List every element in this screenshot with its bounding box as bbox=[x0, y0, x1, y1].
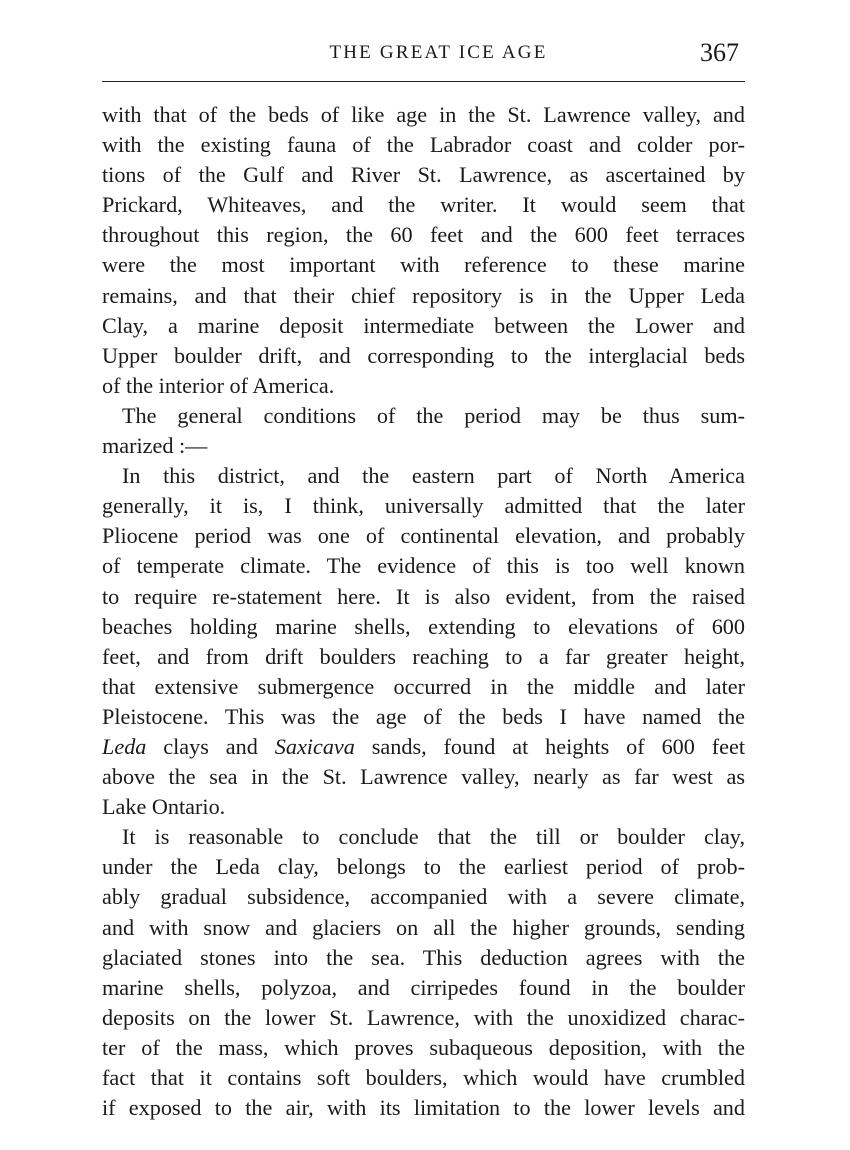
text-line: of temperate climate. The evidence of this is too well known bbox=[102, 553, 745, 579]
text-line: that extensive submergence occurred in the middle and later bbox=[102, 673, 745, 699]
text-line: were the most important with reference to these marine bbox=[102, 252, 745, 278]
text-line: It is reasonable to conclude that the till or boulder clay, bbox=[122, 824, 745, 850]
text-line: Pleistocene. This was the age of the beds I have named the bbox=[102, 703, 745, 729]
text-line: if exposed to the air, with its limitation to the lower levels and bbox=[102, 1095, 745, 1121]
text-line: Prickard, Whiteaves, and the writer. It would seem that bbox=[102, 192, 745, 218]
text-line: and with snow and glaciers on all the higher grounds, sending bbox=[102, 914, 745, 940]
text-line: Lake Ontario. bbox=[102, 794, 226, 820]
text-line: The general conditions of the period may be thus sum- bbox=[122, 402, 745, 428]
text-line: with that of the beds of like age in the St. Lawrence valley, and bbox=[102, 102, 745, 127]
text-line bbox=[102, 732, 745, 762]
text-line: In this district, and the eastern part of North America bbox=[122, 463, 745, 489]
text-line: beaches holding marine shells, extending to elevations of 600 bbox=[102, 613, 745, 639]
text-line: Upper boulder drift, and corresponding to the interglacial beds bbox=[102, 342, 745, 368]
text-fragment: clays and bbox=[146, 733, 275, 759]
text-line: ably gradual subsidence, accompanied with a severe climate, bbox=[102, 884, 745, 910]
running-title: THE GREAT ICE AGE bbox=[329, 42, 548, 63]
text-line: under the Leda clay, belongs to the earliest period of prob- bbox=[102, 854, 745, 880]
text-line: above the sea in the St. Lawrence valley, nearly as far west as bbox=[102, 764, 745, 790]
text-line: tions of the Gulf and River St. Lawrence, as ascertained by bbox=[102, 162, 745, 188]
text-fragment: sands, found at heights of 600 feet bbox=[354, 733, 746, 759]
italic-term-leda: Leda bbox=[102, 733, 147, 759]
running-head bbox=[102, 0, 745, 82]
body-text bbox=[102, 100, 745, 1123]
text-line: of the interior of America. bbox=[102, 372, 335, 398]
text-line: glaciated stones into the sea. This deduction agrees with the bbox=[102, 944, 745, 970]
text-line: to require re-statement here. It is also evident, from the raised bbox=[102, 583, 745, 609]
text-line: marized :— bbox=[102, 433, 208, 459]
text-line: deposits on the lower St. Lawrence, with the unoxidized charac- bbox=[102, 1004, 745, 1030]
text-line: ter of the mass, which proves subaqueous deposition, with the bbox=[102, 1034, 745, 1060]
header-rule bbox=[102, 81, 745, 82]
text-line: with the existing fauna of the Labrador coast and colder por- bbox=[102, 132, 745, 158]
text-line: marine shells, polyzoa, and cirripedes found in the boulder bbox=[102, 974, 745, 1000]
text-line: remains, and that their chief repository is in the Upper Leda bbox=[102, 282, 745, 308]
italic-term-saxicava: Saxicava bbox=[274, 733, 355, 759]
text-line: generally, it is, I think, universally admitted that the later bbox=[102, 493, 745, 519]
book-page bbox=[102, 0, 746, 1121]
page-number: 367 bbox=[700, 38, 739, 67]
text-line: Clay, a marine deposit intermediate between the Lower and bbox=[102, 312, 745, 338]
text-line: throughout this region, the 60 feet and the 600 feet terraces bbox=[102, 222, 745, 248]
text-line: fact that it contains soft boulders, which would have crumbled bbox=[102, 1065, 745, 1090]
text-line: feet, and from drift boulders reaching to a far greater height, bbox=[102, 643, 745, 669]
text-line: Pliocene period was one of continental elevation, and probably bbox=[102, 523, 745, 549]
